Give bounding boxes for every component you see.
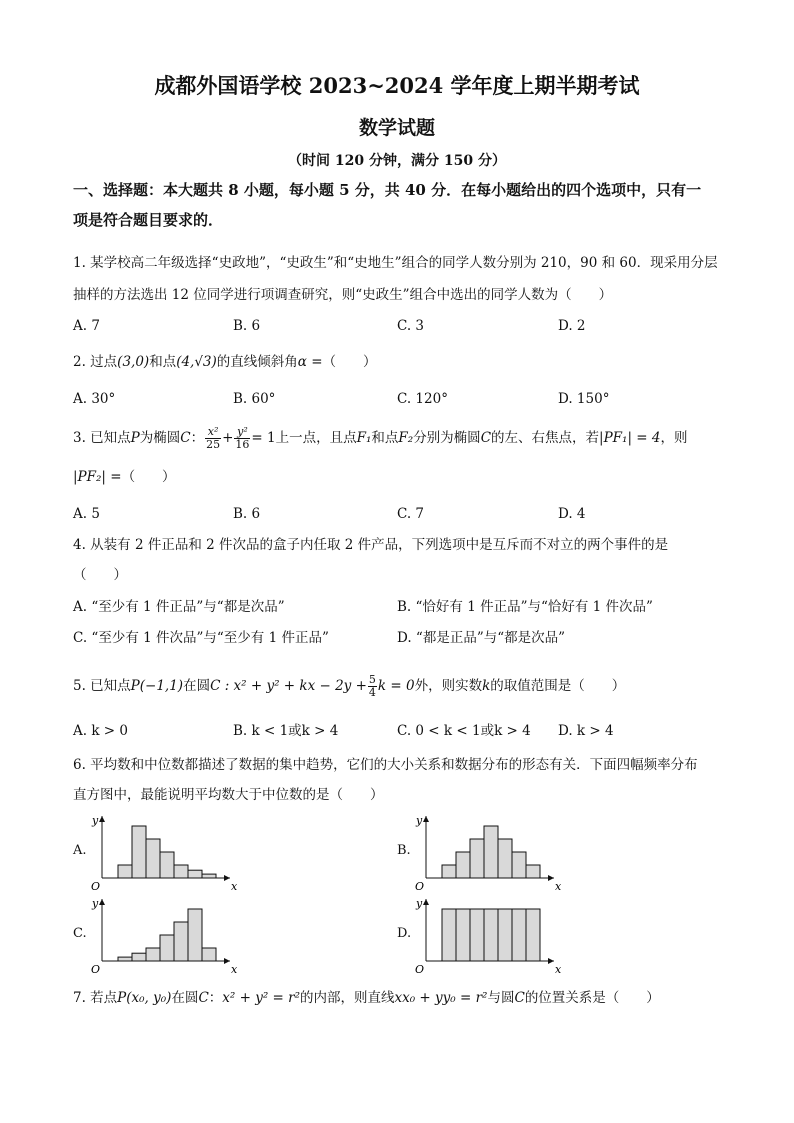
q2-pre: 2. 过点 — [73, 354, 118, 370]
q7-c2: C — [514, 990, 525, 1006]
q5-option-c: C. 0 < k < 1或k > 4 — [397, 723, 531, 739]
q3-mid4: 的左、右焦点，若 — [491, 430, 600, 446]
histogram-bar — [146, 948, 160, 961]
q6-option-d-label: D. — [397, 926, 412, 941]
q7-pre: 7. 若点 — [73, 990, 118, 1006]
histogram-bar — [146, 839, 160, 878]
histogram-bar — [484, 909, 498, 961]
histogram-bar — [484, 826, 498, 878]
q3-line2 — [73, 468, 176, 486]
q5-eq-b: k = 0 — [377, 678, 415, 694]
q2-post: 的直线倾斜角 — [216, 354, 298, 370]
q2-point1: (3,0) — [117, 354, 150, 370]
q5-mid: 在圆 — [183, 678, 211, 694]
q7-mid: 在圆 — [171, 990, 199, 1006]
q3-c: C — [180, 430, 191, 446]
q3-abs2: |PF₂| = — [73, 469, 122, 485]
q7-circle-eq: x² + y² = r² — [222, 990, 300, 1006]
q3-colon: ： — [190, 430, 205, 446]
y-axis-label: y — [416, 897, 423, 910]
origin-label: O — [91, 880, 101, 890]
q3-mid1: 为椭圆 — [139, 430, 181, 446]
q3-f1: F₁ — [356, 430, 372, 446]
origin-label: O — [415, 880, 425, 890]
q7-mid2: 的内部，则直线 — [300, 990, 395, 1006]
q5-pre: 5. 已知点 — [73, 678, 131, 694]
q6-option-a-label: A. — [73, 843, 87, 858]
histogram-b — [412, 810, 562, 890]
q1-option-b: B. 6 — [233, 318, 261, 334]
histogram-c — [88, 893, 238, 973]
q4-option-b: B. “恰好有 1 件正品”与“恰好有 1 件次品” — [397, 599, 653, 615]
q5-option-b: B. k < 1或k > 4 — [233, 723, 339, 739]
q2-option-c: C. 120° — [397, 391, 448, 407]
q3-mid3: 分别为椭圆 — [413, 430, 481, 446]
q3-option-b: B. 6 — [233, 506, 261, 522]
y-axis-arrow — [423, 816, 429, 822]
y-axis-arrow — [99, 899, 105, 905]
histogram-bar — [512, 852, 526, 878]
q3-pre: 3. 已知点 — [73, 430, 131, 446]
q3-then: ，则 — [660, 430, 688, 446]
q2-point2: (4,√3) — [176, 354, 217, 370]
q3-option-d: D. 4 — [558, 506, 586, 522]
q2-option-a: A. 30° — [73, 391, 116, 407]
q5-stem — [73, 674, 625, 699]
histogram-bar — [174, 922, 188, 961]
q2-mid: 和点 — [149, 354, 177, 370]
q4-option-d: D. “都是正品”与“都是次品” — [397, 630, 566, 646]
q3-option-a: A. 5 — [73, 506, 100, 522]
q5-point: P(−1,1) — [130, 678, 184, 694]
x-axis-arrow — [548, 958, 554, 964]
q3-frac-x — [205, 426, 221, 451]
y-axis-label: y — [92, 897, 99, 910]
q5-eq-a: C : x² + y² + kx − 2y + — [210, 678, 367, 694]
origin-label: O — [415, 963, 425, 973]
q6-option-b-label: B. — [397, 843, 411, 858]
q1-line1: 1. 某学校高二年级选择“史政地”，“史政生”和“史地生”组合的同学人数分别为 210，90 和 60．现采用分层 — [73, 255, 718, 271]
q7-c: C — [198, 990, 209, 1006]
histogram-a — [88, 810, 238, 890]
q5-option-a: A. k > 0 — [73, 723, 128, 739]
histogram-bar — [526, 865, 540, 878]
q5-frac-den: 4 — [368, 686, 376, 699]
q2-option-d: D. 150° — [558, 391, 610, 407]
q7-point: P(x₀, y₀) — [117, 990, 172, 1006]
histogram-d — [412, 893, 562, 973]
section1-heading-line2: 项是符合题目要求的． — [73, 211, 224, 229]
histogram-bar — [202, 948, 216, 961]
q5-end: 的取值范围是（ ） — [490, 678, 626, 694]
exam-subtitle: 数学试题 — [358, 117, 435, 139]
histogram-bar — [118, 957, 132, 961]
x-axis-arrow — [548, 875, 554, 881]
histogram-bar — [132, 826, 146, 878]
x-axis-label: x — [555, 963, 562, 973]
histogram-bar — [202, 874, 216, 878]
q3-abs1: |PF₁| = 4 — [599, 430, 661, 446]
q3-frac-y-num: y² — [234, 426, 250, 439]
histogram-bar — [132, 953, 146, 961]
q2-option-b: B. 60° — [233, 391, 276, 407]
q6-line2: 直方图中，最能说明平均数大于中位数的是（ ） — [73, 787, 384, 803]
histogram-bar — [456, 909, 470, 961]
x-axis-arrow — [224, 958, 230, 964]
q5-frac-num: 5 — [368, 673, 376, 686]
q3-and: 和点 — [371, 430, 399, 446]
q3-eq1: = 1 — [251, 430, 276, 446]
x-axis-label: x — [231, 963, 238, 973]
q4-line2: （ ） — [73, 567, 127, 583]
x-axis-label: x — [555, 880, 562, 890]
q5-option-d: D. k > 4 — [558, 723, 614, 739]
q4-option-a: A. “至少有 1 件正品”与“都是次品” — [73, 599, 285, 615]
x-axis-label: x — [231, 880, 238, 890]
section1-heading-line1: 一、选择题：本大题共 8 小题，每小题 5 分，共 40 分．在每小题给出的四个选项中，只有一 — [73, 181, 702, 199]
histogram-bar — [160, 852, 174, 878]
y-axis-label: y — [416, 814, 423, 827]
q6-line1: 6. 平均数和中位数都描述了数据的集中趋势，它们的大小关系和数据分布的形态有关．下面四幅频率分布 — [73, 757, 698, 773]
histogram-bar — [160, 935, 174, 961]
q7-end: 的位置关系是（ ） — [524, 990, 660, 1006]
q3-f2: F₂ — [398, 430, 414, 446]
q3-p: P — [130, 430, 140, 446]
q3-c2: C — [480, 430, 492, 446]
histogram-bar — [470, 909, 484, 961]
q2-stem — [73, 353, 377, 371]
q4-line1: 4. 从装有 2 件正品和 2 件次品的盒子内任取 2 件产品，下列选项中是互斥而不对立的两个事件的是 — [73, 537, 669, 553]
histogram-bar — [188, 870, 202, 878]
histogram-bar — [174, 865, 188, 878]
histogram-bar — [498, 909, 512, 961]
q3-frac-y — [234, 426, 250, 451]
q1-line2: 抽样的方法选出 12 位同学进行项调查研究，则“史政生”组合中选出的同学人数为（ ） — [73, 287, 613, 303]
q4-option-c: C. “至少有 1 件次品”与“至少有 1 件正品” — [73, 630, 329, 646]
q5-frac — [368, 674, 377, 699]
q3-frac-x-den: 25 — [206, 438, 221, 451]
q7-mid3: 与圆 — [487, 990, 515, 1006]
histogram-bar — [188, 909, 202, 961]
q1-option-c: C. 3 — [397, 318, 425, 334]
q3-plus: + — [222, 430, 234, 446]
histogram-bar — [498, 839, 512, 878]
q7-colon: ： — [208, 990, 223, 1006]
q7-line-eq: xx₀ + yy₀ = r² — [394, 990, 488, 1006]
histogram-bar — [512, 909, 526, 961]
y-axis-arrow — [99, 816, 105, 822]
time-note: （时间 120 分钟，满分 150 分） — [288, 153, 506, 169]
exam-title: 成都外国语学校 2023~2024 学年度上期半期考试 — [154, 73, 640, 98]
histogram-bar — [526, 909, 540, 961]
q1-option-d: D. 2 — [558, 318, 586, 334]
histogram-bar — [442, 909, 456, 961]
q3-option-c: C. 7 — [397, 506, 425, 522]
histogram-bar — [456, 852, 470, 878]
q5-post: 外，则实数 — [414, 678, 483, 694]
q2-end: （ ） — [322, 354, 377, 370]
y-axis-arrow — [423, 899, 429, 905]
q3-mid2: 上一点，且点 — [275, 430, 357, 446]
q3-frac-y-den: 16 — [235, 438, 250, 451]
q2-alpha: α = — [297, 354, 323, 370]
histogram-bar — [118, 865, 132, 878]
q3-line2-end: （ ） — [121, 469, 176, 485]
y-axis-label: y — [92, 814, 99, 827]
q1-option-a: A. 7 — [73, 318, 100, 334]
x-axis-arrow — [224, 875, 230, 881]
histogram-bar — [442, 865, 456, 878]
q5-k: k — [482, 678, 491, 694]
q7-stem — [73, 989, 660, 1007]
q3-frac-x-num: x² — [205, 426, 221, 439]
origin-label: O — [91, 963, 101, 973]
histogram-bar — [470, 839, 484, 878]
q3-line1 — [73, 426, 687, 451]
q6-option-c-label: C. — [73, 926, 87, 941]
